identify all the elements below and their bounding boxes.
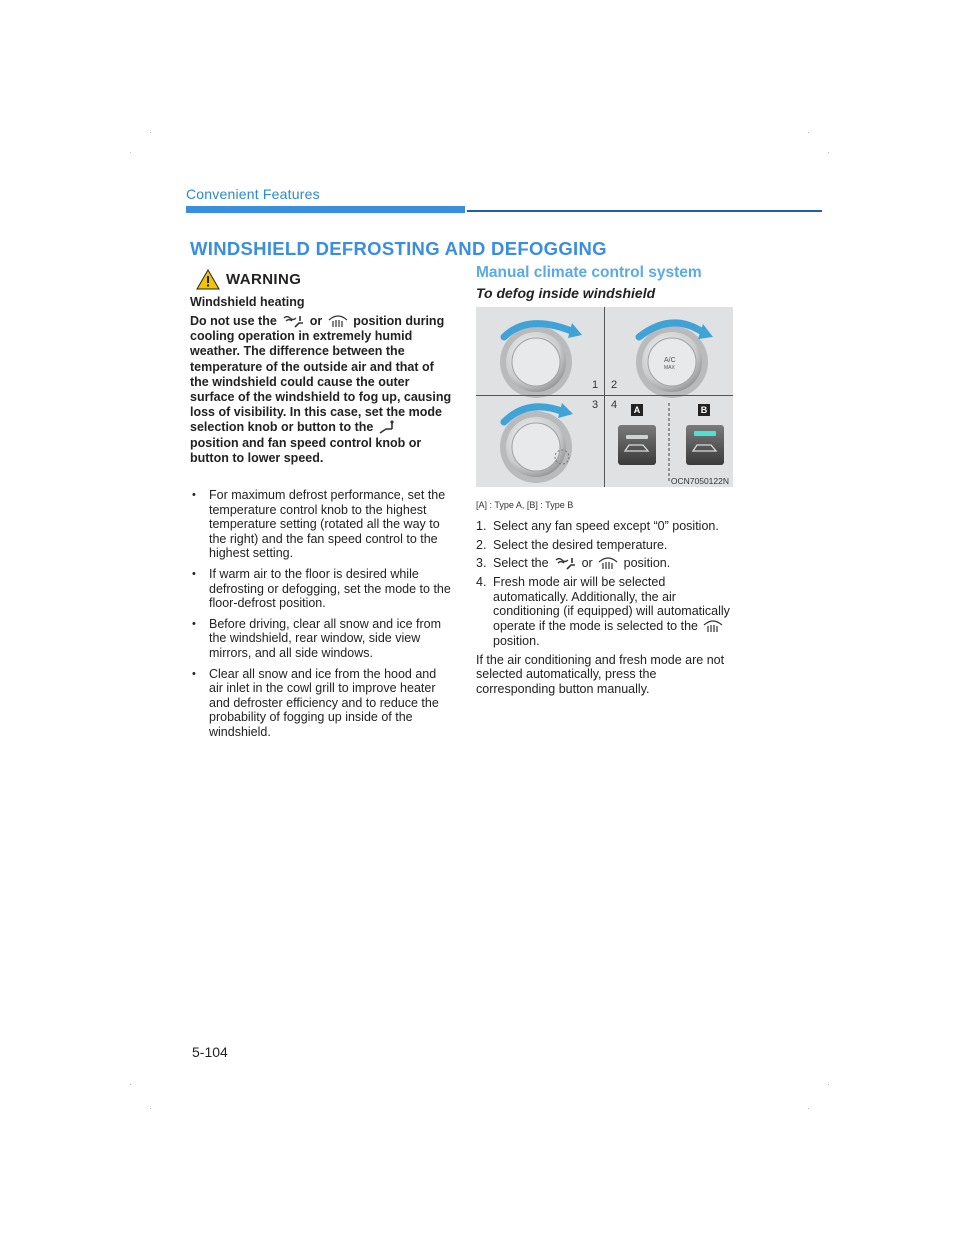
type-a-badge: A (631, 404, 643, 416)
warning-label: WARNING (226, 270, 302, 288)
tips-list (190, 488, 452, 740)
warning-text-part: position and fan speed control knob or button to lower speed. (190, 435, 422, 465)
warning-subtitle: Windshield heating (190, 295, 305, 309)
type-b-badge: B (698, 404, 710, 416)
warning-text-part: or (309, 314, 323, 328)
warning-text-part: position during cooling operation in extremely humid weather. The difference between the temperature of the outside air and that of the windshield could cause the outer surface of the windshield to fog up, causing loss of visibility. In this case, set the mode selection knob or button to the (190, 314, 452, 435)
ac-knob-text: A/C (664, 357, 676, 364)
step-text: position. (623, 556, 671, 571)
fan-speed-knob (500, 323, 582, 398)
crop-mark (808, 132, 809, 133)
list-item (476, 519, 732, 534)
crop-mark (150, 1108, 151, 1109)
crop-mark (808, 1108, 809, 1109)
crop-mark (130, 152, 131, 153)
page-number: 5-104 (192, 1044, 228, 1060)
floor-defrost-icon (553, 556, 577, 571)
list-item: • Clear all snow and ice from the hood and air inlet in the cowl grill to improve heater and defroster efficiency and to reduce the probability of fogging up inside of the windshield. (190, 667, 452, 740)
list-item: • For maximum defrost performance, set the temperature control knob to the highest temperature setting (rotated all the way to the right) and the fan speed control to the highest setting. (190, 488, 452, 561)
floor-icon (378, 420, 400, 435)
step-text: Select the (493, 556, 549, 571)
defrost-icon (327, 314, 349, 329)
figure-divider-horizontal (476, 395, 733, 396)
crop-mark (828, 1084, 829, 1085)
figure-code: OCN7050122N (670, 476, 729, 486)
warning-text (190, 314, 452, 466)
step-label-1: 1 (592, 379, 599, 391)
list-item (476, 556, 732, 571)
running-header: Convenient Features (186, 186, 320, 202)
step-text: or (581, 556, 593, 571)
floor-defrost-icon (281, 314, 305, 329)
step-text: Select any fan speed except “0” position. (493, 519, 719, 533)
left-column (190, 268, 452, 746)
step-text: Select the desired temperature. (493, 537, 668, 552)
header-rule-thin (467, 210, 822, 212)
step-number: 2. (476, 537, 487, 552)
list-item: • If warm air to the floor is desired while defrosting or defogging, set the mode to the floor-defrost position. (190, 567, 452, 611)
step-label-3: 3 (592, 399, 599, 411)
note-paragraph: If the air conditioning and fresh mode are not selected automatically, press the corresponding button manually. (476, 652, 725, 696)
crop-mark (130, 1084, 131, 1085)
crop-mark (828, 152, 829, 153)
crop-mark (150, 132, 151, 133)
header-rule-thick (186, 206, 465, 213)
warning-text-part: Do not use the (190, 314, 277, 328)
defrost-icon (597, 556, 619, 571)
subsection-subtitle: To defog inside windshield (476, 285, 656, 301)
step-label-4: 4 (611, 399, 618, 411)
list-item (476, 575, 732, 648)
step-number: 1. (476, 519, 487, 533)
step-label-2: 2 (611, 379, 618, 391)
max-knob-text: MAX (664, 365, 675, 371)
list-item (476, 538, 732, 553)
list-item: • Before driving, clear all snow and ice from the windshield, rear window, side view mirrors, and all side windows. (190, 617, 452, 661)
step-text: Fresh mode air will be selected automatically. Additionally, the air conditioning (if equipped) will automatically operate if the mode is selected to the (493, 575, 730, 633)
step-number: 4. (476, 575, 487, 590)
climate-control-figure (476, 307, 733, 487)
warning-triangle-icon (196, 269, 220, 290)
subsection-title: Manual climate control system (476, 264, 702, 281)
step-number: 3. (476, 556, 487, 571)
figure-divider-vertical (604, 307, 605, 487)
step-text: position. (493, 633, 540, 648)
mode-knob (500, 403, 573, 483)
right-column (476, 264, 732, 696)
defrost-icon (702, 619, 724, 634)
warning-heading (196, 268, 452, 290)
section-title: WINDSHIELD DEFROSTING AND DEFOGGING (190, 238, 607, 259)
figure-caption: [A] : Type A, [B] : Type B (476, 500, 574, 510)
steps-list (476, 519, 732, 649)
